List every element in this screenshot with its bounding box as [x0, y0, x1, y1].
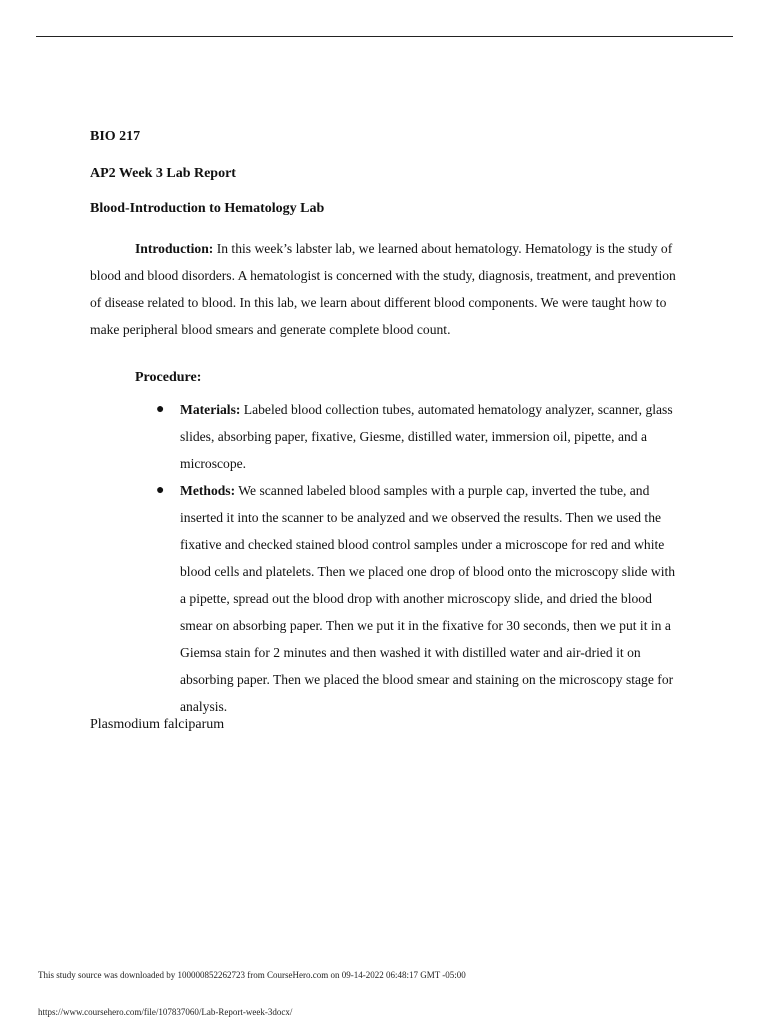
- materials-text: Labeled blood collection tubes, automated hematology analyzer, scanner, glass slides, absorbing paper, fixative, Giesme, distilled water, immersion oil, pipette, and a microscope.: [180, 402, 673, 471]
- source-url[interactable]: https://www.coursehero.com/file/107837060/Lab-Report-week-3docx/: [38, 1007, 293, 1017]
- methods-label: Methods:: [180, 483, 236, 498]
- introduction-paragraph: [90, 235, 680, 343]
- procedure-list: [90, 396, 690, 720]
- closing-line: Plasmodium falciparum: [90, 717, 225, 732]
- report-title: AP2 Week 3 Lab Report: [90, 166, 236, 181]
- lab-title: Blood-Introduction to Hematology Lab: [90, 201, 325, 216]
- introduction-text: In this week’s labster lab, we learned about hematology. Hematology is the study of blood and blood disorders. A hematologist is concerned with the study, diagnosis, treatment, and prevention of disease related to blood. In this lab, we learn about different blood components. We were taught how to make peripheral blood smears and generate complete blood count.: [90, 241, 676, 337]
- introduction-label: Introduction:: [135, 241, 214, 256]
- bullet-icon: ●: [156, 402, 165, 417]
- bullet-icon: ●: [156, 483, 165, 498]
- download-notice: This study source was downloaded by 100000852262723 from CourseHero.com on 09-14-2022 06:48:17 GMT -05:00: [38, 970, 466, 980]
- list-item-materials: [90, 396, 680, 477]
- methods-text: We scanned labeled blood samples with a purple cap, inverted the tube, and inserted it into the scanner to be analyzed and we observed the results. Then we used the fixative and checked stained blood control samples under a microscope for red and white blood cells and platelets. Then we placed one drop of blood onto the microscopy slide with a pipette, spread out the blood drop with another microscopy slide, and dried the blood smear on absorbing paper. Then we put it in the fixative for 30 seconds, then we put it in a Giemsa stain for 2 minutes and then washed it with distilled water and air-dried it on absorbing paper. Then we placed the blood smear and staining on the microscopy stage for analysis.: [180, 483, 676, 714]
- procedure-label: Procedure:: [135, 370, 202, 385]
- header-rule: [36, 36, 733, 37]
- materials-label: Materials:: [180, 402, 241, 417]
- list-item-methods: [90, 477, 680, 720]
- course-code: BIO 217: [90, 129, 141, 144]
